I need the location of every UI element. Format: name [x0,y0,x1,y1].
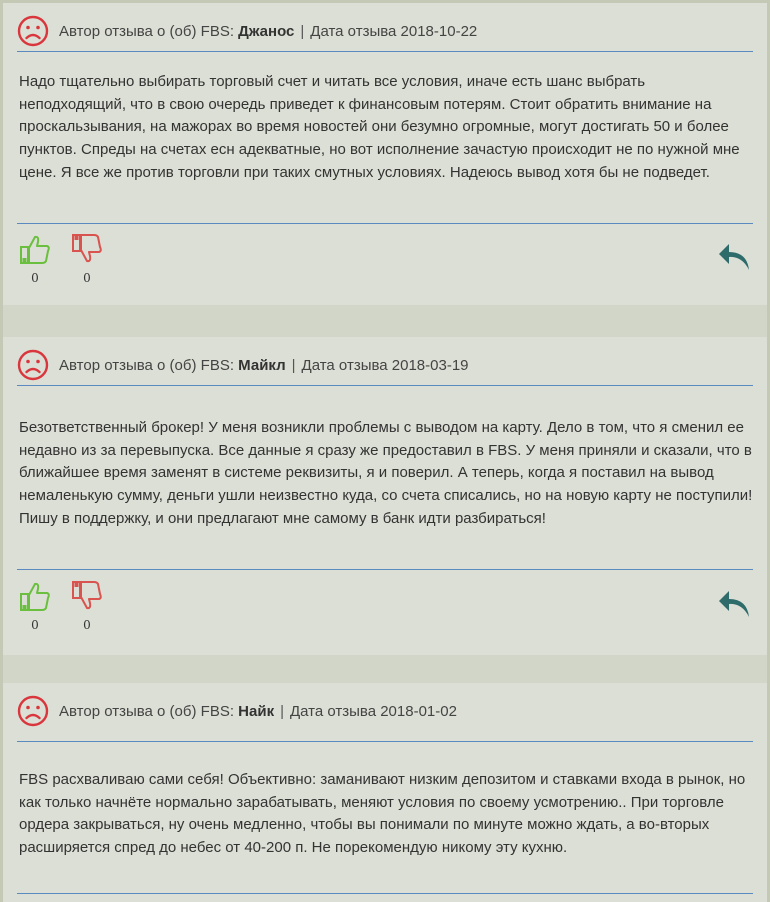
dislike-button[interactable] [69,233,105,285]
vote-group [17,580,127,640]
dislike-count: 0 [83,618,91,632]
footer-divider [17,569,753,570]
review-date: Дата отзыва 2018-10-22 [310,22,478,40]
review-header [17,691,753,731]
header-separator: | [280,702,284,720]
review-text: Безответственный брокер! У меня возникли проблемы с выводом на карту. Дело в том, что я сменил ее недавно из за перевыпуска. Все данные я сразу же предоставил в FBS. У меня приняли и сказали, что в ближайшее время заменят в системе реквизиты, я и поверил. А теперь, когда я поставил на вывод немаленькую сумму, деньги ушли неизвестно куда, со счета списались, но на новую карту не поступили! Пишу в поддержку, и они предлагают мне самому в банк идти разбираться! [19,419,753,527]
thumbs-up-icon [18,580,52,612]
header-separator: | [291,356,296,374]
sad-face-icon [17,349,49,381]
dislike-button[interactable] [69,580,105,632]
footer-divider [17,893,753,894]
header-divider [17,385,753,386]
header-divider [17,741,753,742]
review-card [3,337,767,655]
header-separator: | [300,22,305,40]
author-prefix: Автор отзыва о (об) FBS: [59,22,234,40]
thumbs-down-icon [70,233,104,265]
reply-arrow-icon[interactable] [717,587,753,619]
like-count: 0 [31,271,39,285]
sad-face-icon [17,15,49,47]
thumbs-down-icon [70,580,104,612]
review-header [17,345,753,385]
author-prefix: Автор отзыва о (об) FBS: [59,702,234,720]
review-date: Дата отзыва 2018-01-02 [289,702,457,720]
review-text: Надо тщательно выбирать торговый счет и читать все условия, иначе есть шанс выбрать неподходящий, что в свою очередь приведет к финансовым потерям. Стоит обратить внимание на проскальзывания, на мажорах во время новостей они безумно огромные, могут достигать 50 и более пунктов. Спреды на счетах есн адекватные, но вот исполнение зачастую происходит не по нужной мне цене. Я все же против торговли при таких смутных условиях. Надеюсь вывод хотя бы не подведет. [19,73,740,181]
review-card [3,3,767,305]
dislike-count: 0 [83,271,91,285]
review-text: FBS расхваливаю сами себя! Объективно: заманивают низким депозитом и ставками входа в рынок, но как только начнёте нормально зарабатывать, меняют условия по своему усмотрению.. При торговле ордера закрываться, ну очень медленно, чтобы вы понимали по минуте можно ждать, а во-вторых расширяется спред до небес от 40-200 п. Не порекомендую никому эту кухню. [19,771,746,857]
footer-divider [17,223,753,224]
thumbs-up-icon [18,233,52,265]
author-prefix: Автор отзыва о (об) FBS: [59,356,234,374]
author-name: Джанос [238,22,295,40]
reply-arrow-icon[interactable] [717,240,753,272]
header-divider [17,51,753,52]
like-button[interactable] [17,233,53,285]
review-date: Дата отзыва 2018-03-19 [301,356,469,374]
review-card [3,683,767,902]
sad-face-icon [17,695,49,727]
author-name: Найк [238,702,275,720]
vote-group [17,233,127,293]
author-name: Майкл [238,356,286,374]
review-header [17,11,753,51]
like-button[interactable] [17,580,53,632]
like-count: 0 [31,618,39,632]
